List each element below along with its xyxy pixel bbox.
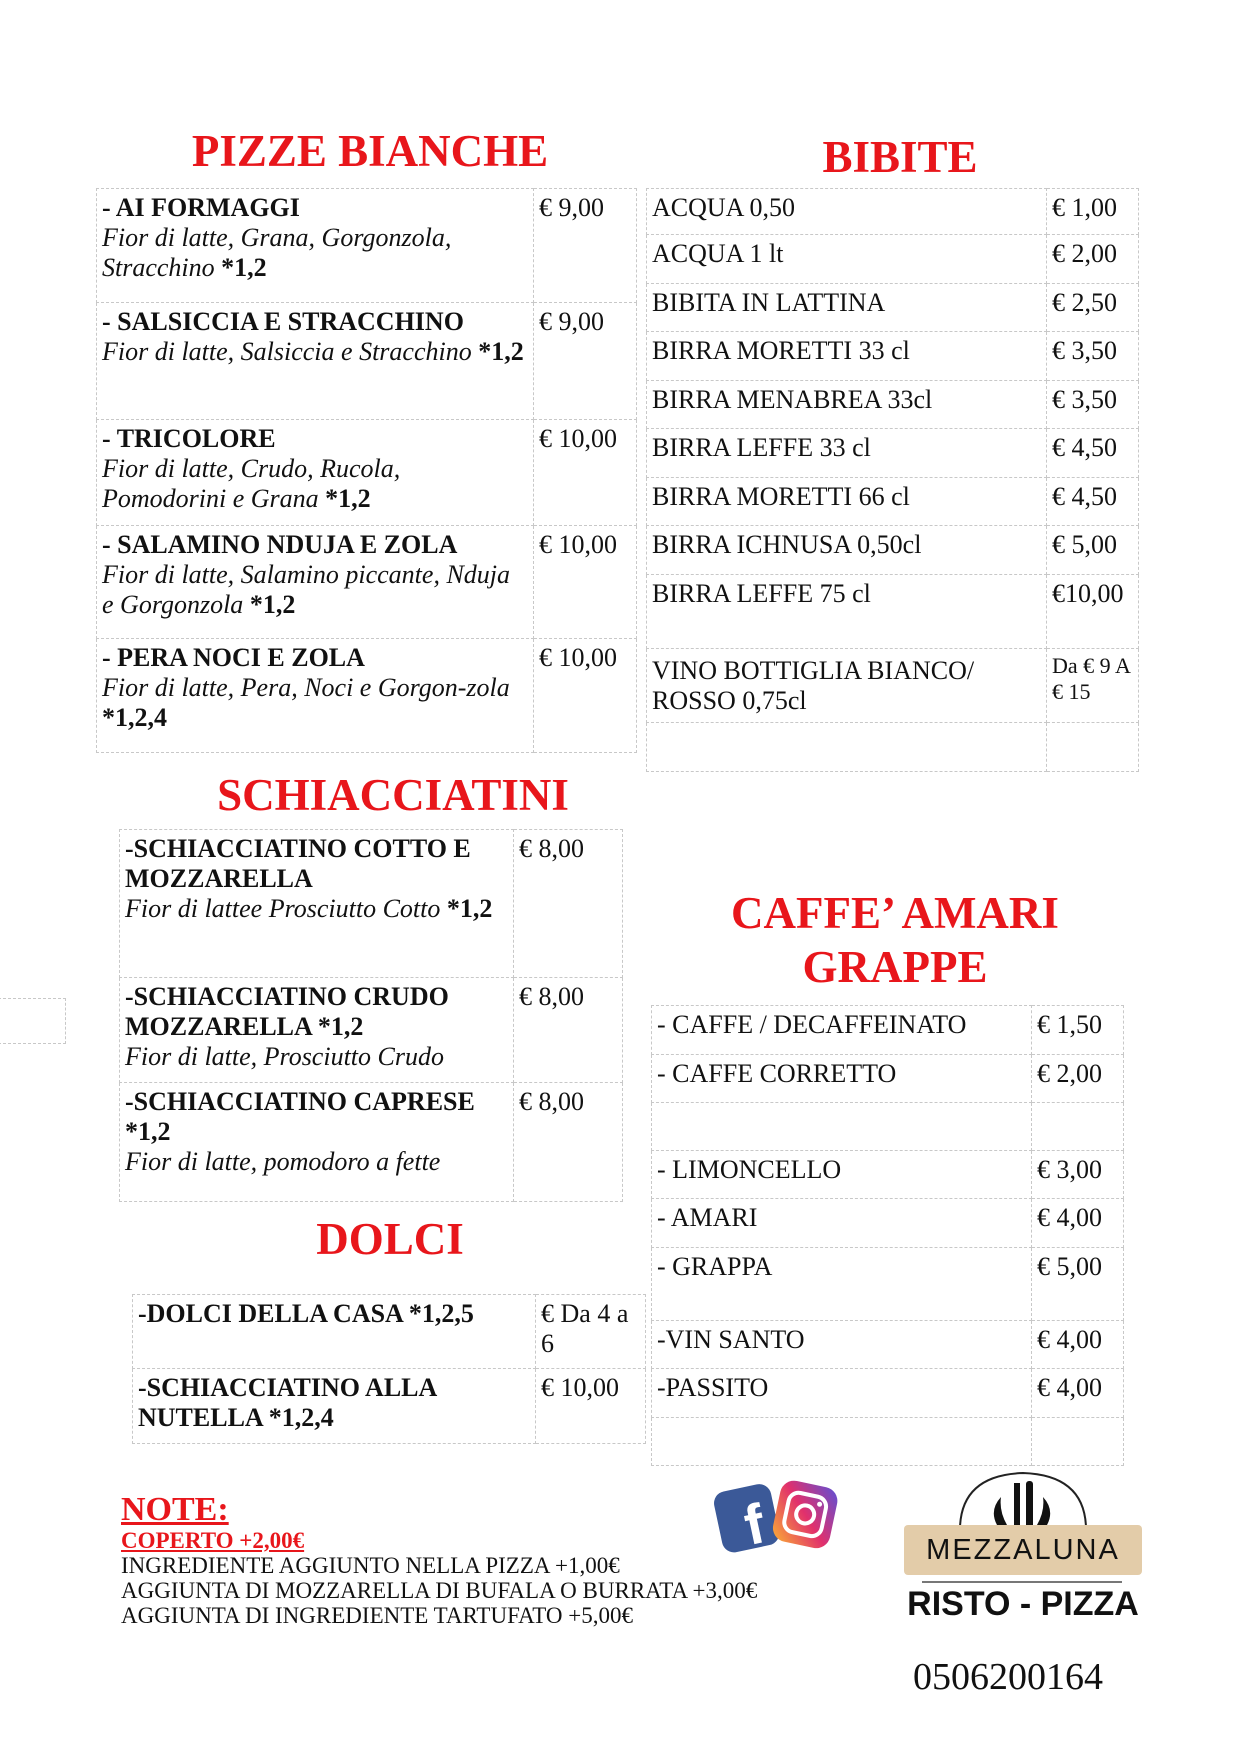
note-line: AGGIUNTA DI MOZZARELLA DI BUFALA O BURRATA +3,00€ (121, 1578, 758, 1603)
table-row (97, 303, 637, 420)
schiacciatini-table (119, 829, 623, 1202)
item-desc-text: Fior di latte, Crudo, Rucola, Pomodorini e Grana (102, 454, 401, 513)
item-price: € 1,50 (1032, 1006, 1124, 1055)
table-row (652, 1151, 1124, 1199)
item-name: - AMARI (652, 1199, 1032, 1248)
item-cell (120, 830, 514, 978)
item-name: -VIN SANTO (652, 1321, 1032, 1369)
item-price: € 2,50 (1047, 284, 1139, 332)
note-line: AGGIUNTA DI INGREDIENTE TARTUFATO +5,00€ (121, 1603, 633, 1628)
dolci-title: DOLCI (316, 1214, 464, 1264)
item-allergens: *1,2 (478, 337, 524, 366)
table-row (652, 1006, 1124, 1055)
dolci-table (132, 1294, 646, 1444)
item-name: BIBITA IN LATTINA (647, 284, 1047, 332)
table-row (120, 830, 623, 978)
item-cell (97, 639, 534, 753)
item-price: € 8,00 (514, 1083, 623, 1202)
svg-text:f: f (738, 1491, 771, 1558)
table-row (647, 723, 1139, 772)
item-price: € 10,00 (536, 1369, 646, 1444)
item-allergens: *1,2,4 (102, 703, 167, 732)
item-desc-text: Fior di latte, Salamino piccante, Nduja e Gorgonzola (102, 560, 511, 619)
bibite-table (646, 188, 1139, 772)
item-name: BIRRA MENABREA 33cl (647, 381, 1047, 429)
item-name: - SALSICCIA E STRACCHINO (102, 307, 464, 336)
item-name (652, 1103, 1032, 1151)
item-name: -SCHIACCIATINO ALLA NUTELLA *1,2,4 (133, 1369, 536, 1444)
item-desc-text: Fior di latte, Prosciutto Crudo (125, 1042, 444, 1071)
item-name: BIRRA LEFFE 75 cl (647, 575, 1047, 649)
pizze-bianche-title: PIZZE BIANCHE (191, 126, 549, 176)
item-price: € 2,00 (1047, 235, 1139, 284)
item-price: Da € 9 A € 15 (1047, 649, 1139, 723)
caffe-title-line1: CAFFE’ AMARI (731, 888, 1059, 938)
item-description (125, 894, 508, 924)
item-price: € 8,00 (514, 830, 623, 978)
item-price: € Da 4 a 6 (536, 1295, 646, 1369)
item-price: € 4,00 (1032, 1321, 1124, 1369)
facebook-icon[interactable] (712, 1482, 783, 1560)
bibite-title: BIBITE (822, 132, 978, 182)
item-price: € 3,50 (1047, 381, 1139, 429)
table-row (133, 1369, 646, 1444)
schiacciatini-title: SCHIACCIATINI (217, 770, 569, 820)
logo-name: MEZZALUNA (926, 1534, 1120, 1566)
table-row (647, 649, 1139, 723)
item-price: € 5,00 (1032, 1248, 1124, 1321)
item-desc-text: Fior di latte, Salsiccia e Stracchino (102, 337, 472, 366)
item-name: - TRICOLORE (102, 424, 276, 453)
item-cell (120, 1083, 514, 1202)
item-allergens: *1,2 (446, 894, 493, 923)
item-desc-text: Fior di latte, Pera, Noci e Gorgon-zola (102, 673, 510, 702)
item-price: € 3,00 (1032, 1151, 1124, 1199)
table-row (647, 478, 1139, 526)
item-price (1032, 1103, 1124, 1151)
item-desc-text: Fior di latte, Grana, Gorgonzola, Stracchino (102, 223, 452, 282)
item-name (652, 1418, 1032, 1466)
logo (902, 1465, 1144, 1625)
table-row (652, 1103, 1124, 1151)
table-row (97, 526, 637, 639)
table-row (647, 381, 1139, 429)
pizze-bianche-table (96, 188, 637, 753)
item-name: - CAFFE / DECAFFEINATO (652, 1006, 1032, 1055)
item-cell (97, 526, 534, 639)
caffe-title (695, 886, 1095, 994)
item-desc-text: Fior di lattee Prosciutto Cotto (125, 894, 441, 923)
item-description (102, 454, 528, 514)
table-row (652, 1321, 1124, 1369)
item-name: - GRAPPA (652, 1248, 1032, 1321)
item-name: -PASSITO (652, 1369, 1032, 1418)
table-row (647, 575, 1139, 649)
item-price (1032, 1418, 1124, 1466)
item-price: € 4,00 (1032, 1369, 1124, 1418)
item-name: VINO BOTTIGLIA BIANCO/ ROSSO 0,75cl (647, 649, 1047, 723)
item-cell (97, 420, 534, 526)
item-name: -SCHIACCIATINO CRUDO MOZZARELLA *1,2 (125, 982, 449, 1041)
item-price: € 2,00 (1032, 1055, 1124, 1103)
item-name: - CAFFE CORRETTO (652, 1055, 1032, 1103)
table-row (647, 189, 1139, 235)
item-description (102, 673, 528, 733)
item-price: €10,00 (1047, 575, 1139, 649)
item-name: BIRRA ICHNUSA 0,50cl (647, 526, 1047, 575)
item-name: BIRRA MORETTI 66 cl (647, 478, 1047, 526)
instagram-icon[interactable] (770, 1478, 840, 1551)
item-name: ACQUA 0,50 (647, 189, 1047, 235)
table-row (97, 639, 637, 753)
item-cell (120, 978, 514, 1083)
item-name: -DOLCI DELLA CASA *1,2,5 (133, 1295, 536, 1369)
item-description (102, 223, 528, 283)
logo-plank (904, 1525, 1142, 1575)
item-description (102, 337, 528, 367)
item-cell (97, 189, 534, 303)
table-row (652, 1199, 1124, 1248)
item-name: BIRRA MORETTI 33 cl (647, 332, 1047, 381)
item-allergens: *1,2 (325, 484, 371, 513)
logo-subtitle: RISTO - PIZZA (907, 1585, 1139, 1623)
item-desc-text: Fior di latte, pomodoro a fette (125, 1147, 441, 1176)
table-row (652, 1369, 1124, 1418)
item-price: € 3,50 (1047, 332, 1139, 381)
item-price: € 4,50 (1047, 429, 1139, 478)
item-price: € 1,00 (1047, 189, 1139, 235)
table-row (647, 429, 1139, 478)
item-price: € 10,00 (534, 420, 637, 526)
item-description (125, 1147, 508, 1177)
notes (121, 1492, 757, 1628)
table-row (647, 526, 1139, 575)
table-row (120, 1083, 623, 1202)
item-allergens: *1,2 (249, 590, 296, 619)
table-row (647, 284, 1139, 332)
item-name: - PERA NOCI E ZOLA (102, 643, 365, 672)
table-row (120, 978, 623, 1083)
item-price: € 5,00 (1047, 526, 1139, 575)
table-row (652, 1055, 1124, 1103)
caffe-title-line2: GRAPPE (802, 942, 988, 992)
item-price: € 4,50 (1047, 478, 1139, 526)
item-name: -SCHIACCIATINO CAPRESE *1,2 (125, 1087, 475, 1146)
table-row (97, 420, 637, 526)
social-icons (708, 1475, 843, 1560)
item-description (125, 1042, 508, 1072)
item-price: € 10,00 (534, 639, 637, 753)
item-name: BIRRA LEFFE 33 cl (647, 429, 1047, 478)
item-name: ACQUA 1 lt (647, 235, 1047, 284)
note-line: INGREDIENTE AGGIUNTO NELLA PIZZA +1,00€ (121, 1553, 620, 1578)
table-row (647, 332, 1139, 381)
item-price: € 9,00 (534, 189, 637, 303)
item-description (102, 560, 528, 620)
table-row (97, 189, 637, 303)
note-title: NOTE: (121, 1491, 229, 1528)
item-price: € 10,00 (534, 526, 637, 639)
empty-box (0, 998, 66, 1044)
item-name: -SCHIACCIATINO COTTO E MOZZARELLA (125, 834, 471, 893)
table-row (652, 1418, 1124, 1466)
table-row (647, 235, 1139, 284)
table-row (652, 1248, 1124, 1321)
caffe-table (651, 1005, 1124, 1466)
phone-number: 0506200164 (913, 1656, 1103, 1698)
item-price: € 8,00 (514, 978, 623, 1083)
item-name: - AI FORMAGGI (102, 193, 300, 222)
table-row (133, 1295, 646, 1369)
item-cell (97, 303, 534, 420)
item-allergens: *1,2 (221, 253, 267, 282)
item-price: € 4,00 (1032, 1199, 1124, 1248)
item-name: - SALAMINO NDUJA E ZOLA (102, 530, 458, 559)
coperto: COPERTO +2,00€ (121, 1528, 305, 1553)
item-name: - LIMONCELLO (652, 1151, 1032, 1199)
item-price: € 9,00 (534, 303, 637, 420)
